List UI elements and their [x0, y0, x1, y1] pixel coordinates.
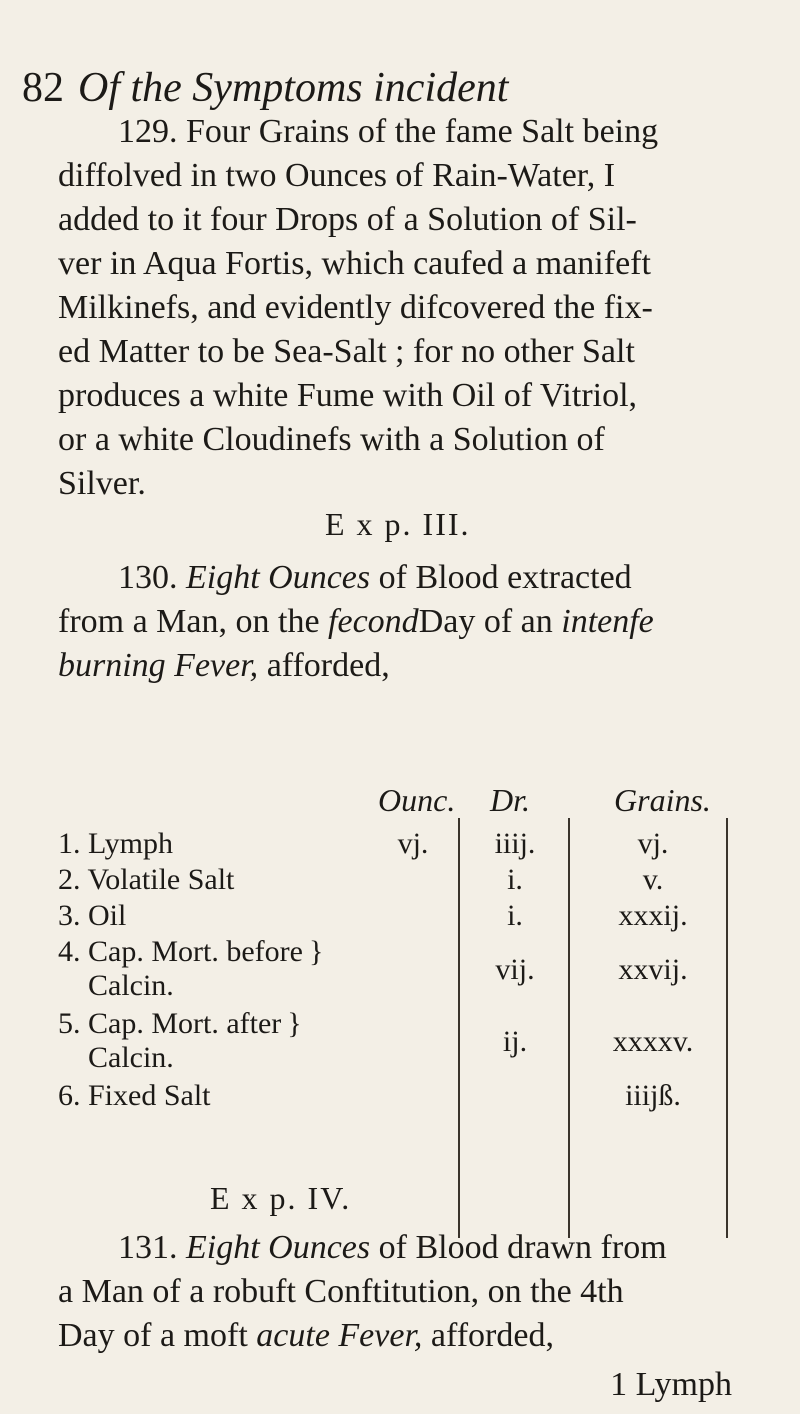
paragraph-130	[58, 556, 758, 688]
text-line: a Man of a robuft Conftitution, on the 4th	[58, 1273, 624, 1310]
cell-drams: i.	[507, 899, 523, 932]
cell-drams: vij.	[495, 953, 535, 986]
text-line	[58, 600, 758, 644]
experiment-heading-3: E x p. III.	[325, 506, 471, 542]
cell-drams: ij.	[502, 1025, 528, 1058]
text-line: ed Matter to be Sea-Salt ; for no other Salt	[58, 333, 635, 370]
italic-text: acute Fever,	[256, 1317, 423, 1354]
text-span: afforded,	[266, 647, 390, 684]
italic-text: burning Fever,	[58, 647, 259, 684]
paragraph-number: 130.	[118, 559, 178, 596]
column-header-grains: Grains.	[614, 782, 711, 818]
text-span: Day of a moft	[58, 1317, 248, 1354]
experiment-heading-4: E x p. IV.	[210, 1180, 352, 1216]
italic-text: Eight Ounces	[186, 559, 371, 596]
row-label: 3. Oil	[58, 899, 127, 932]
cell-grains: iiijß.	[625, 1079, 681, 1112]
text-line	[58, 1226, 758, 1270]
row-label: 6. Fixed Salt	[58, 1079, 211, 1112]
text-span: afforded,	[430, 1317, 554, 1354]
cell-grains: xxvij.	[618, 953, 688, 986]
italic-text: fecond	[328, 603, 419, 640]
row-label: 1. Lymph	[58, 827, 174, 860]
text-line: Milkinefs, and evidently difcovered the fix-	[58, 289, 653, 326]
row-label-continuation: Calcin.	[88, 969, 174, 1002]
cell-grains: xxxij.	[618, 899, 688, 932]
row-label	[58, 1006, 302, 1042]
text-span: of Blood extracted	[378, 559, 632, 596]
text-line	[58, 1314, 758, 1358]
text-line: Silver.	[58, 465, 146, 502]
page-number: 82	[22, 65, 64, 111]
paragraph-131	[58, 1226, 758, 1358]
catchword: 1 Lymph	[610, 1366, 732, 1403]
text-span: from a Man, on the	[58, 603, 320, 640]
column-header-ounces: Ounc.	[378, 782, 456, 818]
row-label-text: 5. Cap. Mort. after	[58, 1007, 282, 1040]
brace-icon: }	[308, 935, 324, 968]
brace-icon: }	[287, 1007, 302, 1040]
text-span: of Blood drawn from	[378, 1229, 667, 1266]
cell-grains: vj.	[637, 827, 669, 860]
cell-grains: v.	[642, 863, 664, 896]
running-title: Of the Symptoms incident	[78, 65, 509, 111]
running-head	[22, 64, 508, 112]
text-line: diffolved in two Ounces of Rain-Water, I	[58, 157, 616, 194]
text-line: ver in Aqua Fortis, which caufed a manifeft	[58, 245, 651, 282]
text-line: or a white Cloudinefs with a Solution of	[58, 421, 605, 458]
text-line: added to it four Drops of a Solution of Sil-	[58, 201, 637, 238]
italic-text: intenfe	[561, 603, 654, 640]
text-line: 129. Four Grains of the fame Salt being	[118, 113, 659, 150]
row-label	[58, 934, 323, 970]
column-rule	[726, 818, 728, 1238]
cell-grains: xxxxv.	[612, 1025, 694, 1058]
cell-drams: i.	[507, 863, 523, 896]
paragraph-129	[58, 110, 758, 506]
text-line	[58, 644, 758, 688]
row-label: 2. Volatile Salt	[58, 863, 235, 896]
column-rule	[458, 818, 460, 1238]
text-line	[58, 556, 758, 600]
row-label-text: 4. Cap. Mort. before	[58, 935, 303, 968]
text-line: produces a white Fume with Oil of Vitriol,	[58, 377, 638, 414]
text-span: Day of an	[418, 603, 553, 640]
column-header-drams: Dr.	[490, 782, 531, 818]
row-label-continuation: Calcin.	[88, 1041, 174, 1074]
cell-ounces: vj.	[397, 827, 429, 860]
cell-drams: iiij.	[494, 827, 536, 860]
column-rule	[568, 818, 570, 1238]
italic-text: Eight Ounces	[186, 1229, 371, 1266]
paragraph-number: 131.	[118, 1229, 178, 1266]
